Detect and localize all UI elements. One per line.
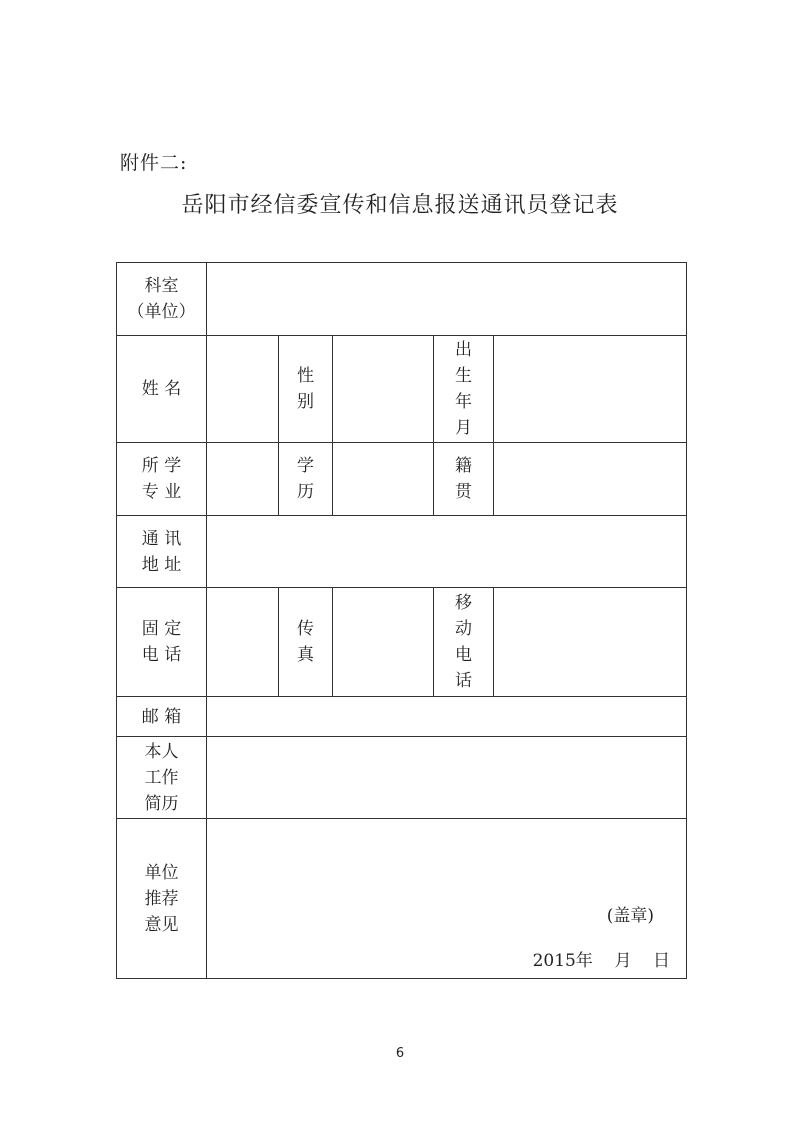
native-place-label: 籍 贯 [434,443,494,516]
fax-field[interactable] [333,588,434,697]
gender-label: 性 别 [279,336,333,443]
registration-form [116,262,687,979]
birth-field[interactable] [494,336,687,443]
address-field[interactable] [207,516,687,588]
native-place-field[interactable] [494,443,687,516]
resume-label: 本人 工作 简历 [117,737,207,819]
page-number: 6 [395,1046,405,1061]
email-label: 邮 箱 [117,697,207,737]
major-label: 所 学 专 业 [117,443,207,516]
department-label: 科室 （单位） [117,263,207,336]
gender-field[interactable] [333,336,434,443]
address-label: 通 讯 地 址 [117,516,207,588]
major-field[interactable] [207,443,279,516]
department-field[interactable] [207,263,687,336]
seal-text: (盖章) [606,906,655,926]
email-field[interactable] [207,697,687,737]
resume-field[interactable] [207,737,687,819]
education-field[interactable] [333,443,434,516]
row-recommendation [117,819,687,979]
attachment-label: 附件二: [120,152,188,174]
row-email [117,697,687,737]
landline-label: 固 定 电 话 [117,588,207,697]
name-label: 姓 名 [117,336,207,443]
recommendation-label: 单位 推荐 意见 [117,819,207,979]
row-address [117,516,687,588]
row-department [117,263,687,336]
row-major [117,443,687,516]
row-resume [117,737,687,819]
landline-field[interactable] [207,588,279,697]
mobile-label: 移 动 电 话 [434,588,494,697]
row-name [117,336,687,443]
birth-label: 出 生 年 月 [434,336,494,443]
recommendation-field[interactable] [207,819,687,979]
date-text: 2015年 月 日 [532,951,671,971]
page-title: 岳阳市经信委宣传和信息报送通讯员登记表 [181,193,619,218]
fax-label: 传 真 [279,588,333,697]
name-field[interactable] [207,336,279,443]
row-phone [117,588,687,697]
education-label: 学 历 [279,443,333,516]
mobile-field[interactable] [494,588,687,697]
